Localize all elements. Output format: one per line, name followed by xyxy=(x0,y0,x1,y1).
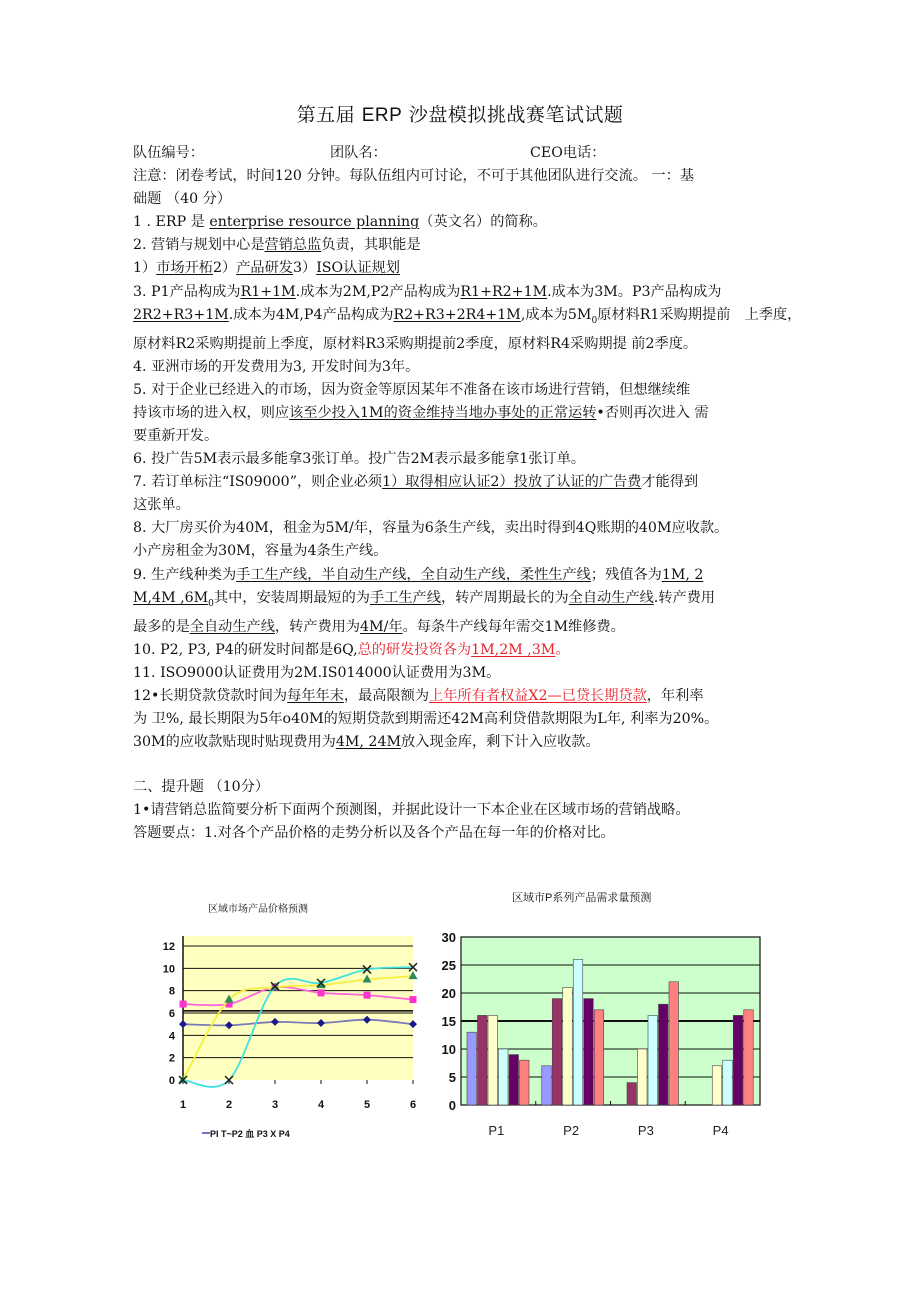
bar-chart-title: 区域市P系列产品需求量预测 xyxy=(512,892,652,904)
q9-text: .转产费用 xyxy=(653,589,716,606)
bar-p4-s6 xyxy=(744,1010,754,1105)
q10-answer: 1M,2M ,3M xyxy=(471,641,556,658)
q1-answer: enterprise resource planning xyxy=(209,214,420,231)
q3-text: 3. P1产品构成为 xyxy=(133,283,241,300)
q2-item-num-1: 1） xyxy=(133,260,157,277)
q9-text: 。每条牛产线每年需交1M维修费。 xyxy=(402,618,625,635)
q3-answer-p3: 2R2+R3+1M xyxy=(133,306,229,323)
y-tick-label: 10 xyxy=(162,963,175,976)
bar-p2-s2 xyxy=(552,999,562,1105)
q1-text: 1 . ERP 是 xyxy=(133,214,210,231)
question-4: 4. 亚洲市场的开发费用为3, 开发时间为3年。 xyxy=(133,358,420,375)
q5-answer: 该至少投入1M的资金维持当地办事处的正常运转 xyxy=(289,404,597,421)
bar-p1-s4 xyxy=(499,1049,509,1105)
section-2-title: 二、提升题 （10分） xyxy=(133,779,270,796)
bar-p3-s2 xyxy=(627,1083,637,1105)
question-12-line-1 xyxy=(133,685,813,708)
spacer xyxy=(133,754,813,776)
bar-p2-s6 xyxy=(594,1010,604,1105)
question-2 xyxy=(133,234,813,257)
bar-p4-s4 xyxy=(723,1060,733,1105)
y-tick-label: 4 xyxy=(168,1030,175,1043)
q7-text: 才能得到 xyxy=(641,474,699,491)
question-9-line-2 xyxy=(133,587,813,616)
x-tick-label: P1 xyxy=(488,1123,505,1138)
question-8-line-2: 小产房租金为30M，容量为4条生产线。 xyxy=(133,543,388,560)
q9-answer-values-cont: M,4M ,6M xyxy=(133,589,209,606)
q9-answer-cost: 4M/年 xyxy=(360,618,403,635)
question-3-line-1 xyxy=(133,281,813,304)
data-point-p2 xyxy=(410,996,417,1003)
y-tick-label: 6 xyxy=(168,1008,175,1020)
bar-p2-s3 xyxy=(563,987,573,1105)
x-tick-label: 2 xyxy=(225,1099,233,1111)
q3-text: ,成本为5M xyxy=(520,306,592,323)
legend-text: PI T~P2 血 P3 X P4 xyxy=(210,1129,290,1139)
section-2-question-1: 1•请营销总监简要分析下面两个预测图，并据此设计一下本企业在区域市场的营销战略。 xyxy=(133,802,690,819)
q3-answer-p2: R1+R2+1M xyxy=(460,283,548,300)
q10-red-text: 总的研发投资各为 xyxy=(357,641,472,658)
y-tick-label: 5 xyxy=(448,1070,456,1085)
question-8-line-1: 8. 大厂房买价为40M，租金为5M/年，容量为6条生产线，卖出时得到4Q账期的40M应收款。 xyxy=(133,520,729,537)
bar-p1-s5 xyxy=(509,1055,519,1105)
q3-text: .成本为2M,P2产品构成为 xyxy=(295,283,461,300)
header-fields xyxy=(133,142,813,165)
question-7-line-1 xyxy=(133,471,813,494)
q9-text: ；残值各为 xyxy=(590,566,662,583)
x-tick-label: 3 xyxy=(271,1099,279,1111)
y-tick-label: 12 xyxy=(162,941,175,953)
notice-line-2: 础题 （40 分） xyxy=(133,191,232,208)
data-point-p2 xyxy=(318,989,325,996)
question-10 xyxy=(133,639,813,662)
y-tick-label: 30 xyxy=(441,930,456,945)
y-tick-label: 20 xyxy=(441,986,456,1001)
question-11: 11. ISO9000认证费用为2M.IS014000认证费用为3M。 xyxy=(133,664,501,681)
question-5-line-3: 要重新开发。 xyxy=(133,427,219,444)
question-9-line-1 xyxy=(133,564,813,587)
x-tick-label: 5 xyxy=(363,1099,371,1111)
q9-answer-shortest: 手工生产线 xyxy=(369,589,441,606)
q9-text: 最多的是 xyxy=(133,618,190,635)
q12-text: ，年利率 xyxy=(646,687,704,704)
bar-p1-s3 xyxy=(488,1015,498,1105)
q1-text-post: （英文名）的简称。 xyxy=(419,214,547,231)
bar-p3-s6 xyxy=(669,982,679,1105)
q3-answer-p1: R1+1M xyxy=(240,283,296,300)
q5-text: •否则再次进入 需 xyxy=(596,404,709,421)
y-tick-label: 10 xyxy=(441,1042,456,1057)
question-12-line-3 xyxy=(133,731,813,754)
x-tick-label: 1 xyxy=(179,1099,187,1111)
question-6: 6. 投广告5M表示最多能拿3张订单。投广告2M表示最多能拿1张订单。 xyxy=(133,451,586,468)
bar-p4-s5 xyxy=(733,1015,743,1105)
q7-answer: 1）取得相应认证2）投放了认证的广告费 xyxy=(382,474,642,491)
q2-item-answer-2: 产品研发 xyxy=(236,260,293,277)
question-9-line-3 xyxy=(133,616,813,639)
question-3-line-3: 原材料R2采购期提前上季度，原材料R3采购期提前2季度，原材料R4采购期提 前2季度。 xyxy=(133,335,698,352)
x-tick-label: P3 xyxy=(637,1123,654,1138)
q12-text: 12•长期贷款贷款时间为 xyxy=(133,687,288,704)
q5-text: 持该市场的进入权，则应 xyxy=(133,404,290,421)
bar-p1-s1 xyxy=(467,1032,477,1105)
q12-text: 30M的应收款贴现时贴现费用为 xyxy=(133,734,336,750)
q3-answer-p4: R2+R3+2R4+1M xyxy=(393,306,521,323)
title-text-pre: 第五届 xyxy=(296,104,362,126)
page-title xyxy=(0,100,920,127)
q9-text: 9. 生产线种类为 xyxy=(133,566,237,583)
q9-answer-longest: 全自动生产线 xyxy=(568,589,654,606)
question-12-line-2: 为 卫%, 最长期限为5年o40M的短期贷款到期需还42M高利贷借款期限为L年, 利率为20%。 xyxy=(133,710,719,727)
bar-p4-s3 xyxy=(712,1066,722,1105)
q2-answer: 营销总监 xyxy=(264,237,322,254)
q2-text: 2. 营销与规划中心是 xyxy=(133,237,265,254)
question-5-line-2 xyxy=(133,402,813,425)
q9-text: ，转产费用为 xyxy=(274,618,361,635)
ceo-phone-label: CEO电话： xyxy=(530,145,606,161)
q9-subscript: 0 xyxy=(208,598,214,609)
q12-text: 放入现金库，剩下计入应收款。 xyxy=(401,734,600,750)
question-7-line-2: 这张单。 xyxy=(133,497,190,514)
team-number-label: 队伍编号： xyxy=(133,145,204,161)
q3-text: .成本为3M。P3产品构成为 xyxy=(547,283,722,300)
q3-text: .成本为4M,P4产品构成为 xyxy=(228,306,394,323)
team-name-label: 团队名： xyxy=(330,145,387,161)
bar-p1-s2 xyxy=(478,1015,488,1105)
data-point-p2 xyxy=(364,992,371,999)
bar-p3-s4 xyxy=(648,1015,658,1105)
title-text-erp: ERP xyxy=(361,105,403,126)
q3-text: 原材料R1采购期提前 上季度， xyxy=(597,306,802,323)
q12-answer-discount: 4M, 24M xyxy=(335,734,401,750)
x-tick-label: P2 xyxy=(563,1123,580,1138)
bar-p3-s3 xyxy=(638,1049,648,1105)
question-2-items xyxy=(133,257,813,280)
y-tick-label: 8 xyxy=(168,985,175,998)
q2-item-answer-3: ISO认证规划 xyxy=(316,260,400,277)
q2-item-num-2: 2） xyxy=(212,260,237,277)
q9-text: ，转产周期最长的为 xyxy=(440,589,569,606)
q2-item-num-3: 3） xyxy=(292,260,317,277)
exam-body xyxy=(133,142,813,845)
line-chart-title: 区域市场产品价格预测 xyxy=(208,904,308,915)
q12-text: ，最高限额为 xyxy=(343,687,430,704)
section-2-answer-points: 答题要点：1.对各个产品价格的走势分析以及各个产品在每一年的价格对比。 xyxy=(133,825,615,842)
x-tick-label: 4 xyxy=(317,1099,325,1111)
y-tick-label: 25 xyxy=(441,958,456,973)
notice-line-1: 注意：闭卷考试，时间120 分钟。每队伍组内可讨论，不可于其他团队进行交流。 一：基 xyxy=(133,168,695,185)
q2-text-post: 负责，其职能是 xyxy=(321,237,421,254)
q10-red-text: 。 xyxy=(555,641,570,658)
data-point-p2 xyxy=(180,1001,187,1008)
y-tick-label: 0 xyxy=(448,1098,456,1113)
q9-answer-types: 手工生产线，半自动生产线，全自动生产线，柔性生产线 xyxy=(236,566,591,583)
title-text-post: 沙盘模拟挑战赛笔试试题 xyxy=(402,104,624,126)
y-tick-label: 0 xyxy=(168,1075,175,1087)
bar-p2-s4 xyxy=(573,959,583,1105)
q2-item-answer-1: 市场开柘 xyxy=(156,260,213,277)
bar-p3-s5 xyxy=(659,1004,669,1105)
bar-p1-s6 xyxy=(520,1060,530,1105)
y-tick-label: 15 xyxy=(441,1014,456,1029)
q9-answer-values: 1M, 2 xyxy=(661,566,704,583)
bar-p2-s1 xyxy=(542,1066,552,1105)
q12-answer-time: 每年年末 xyxy=(287,687,344,704)
demand-forecast-bar-chart xyxy=(430,925,790,1145)
question-1 xyxy=(133,211,813,234)
plot-area xyxy=(183,936,413,1080)
q9-answer-most: 全自动生产线 xyxy=(189,618,275,635)
x-tick-label: 6 xyxy=(409,1099,417,1111)
y-tick-label: 2 xyxy=(168,1052,175,1065)
question-5-line-1: 5. 对于企业已经进入的市场，因为资金等原因某年不准备在该市场进行营销，但想继续维 xyxy=(133,381,691,398)
q12-answer-limit: 上年所有者权益X2—已贷长期贷款 xyxy=(429,687,647,704)
x-tick-label: P4 xyxy=(712,1123,729,1138)
q10-text: 10. P2, P3, P4的研发时间都是6Q, xyxy=(133,641,358,658)
q7-text: 7. 若订单标注“IS09000”，则企业必须 xyxy=(133,474,383,491)
question-3-line-2 xyxy=(133,304,813,333)
price-forecast-line-chart xyxy=(150,930,430,1140)
q9-text: 其中，安装周期最短的为 xyxy=(213,589,370,606)
q3-subscript: 0 xyxy=(591,315,598,326)
bar-p2-s5 xyxy=(584,999,594,1105)
